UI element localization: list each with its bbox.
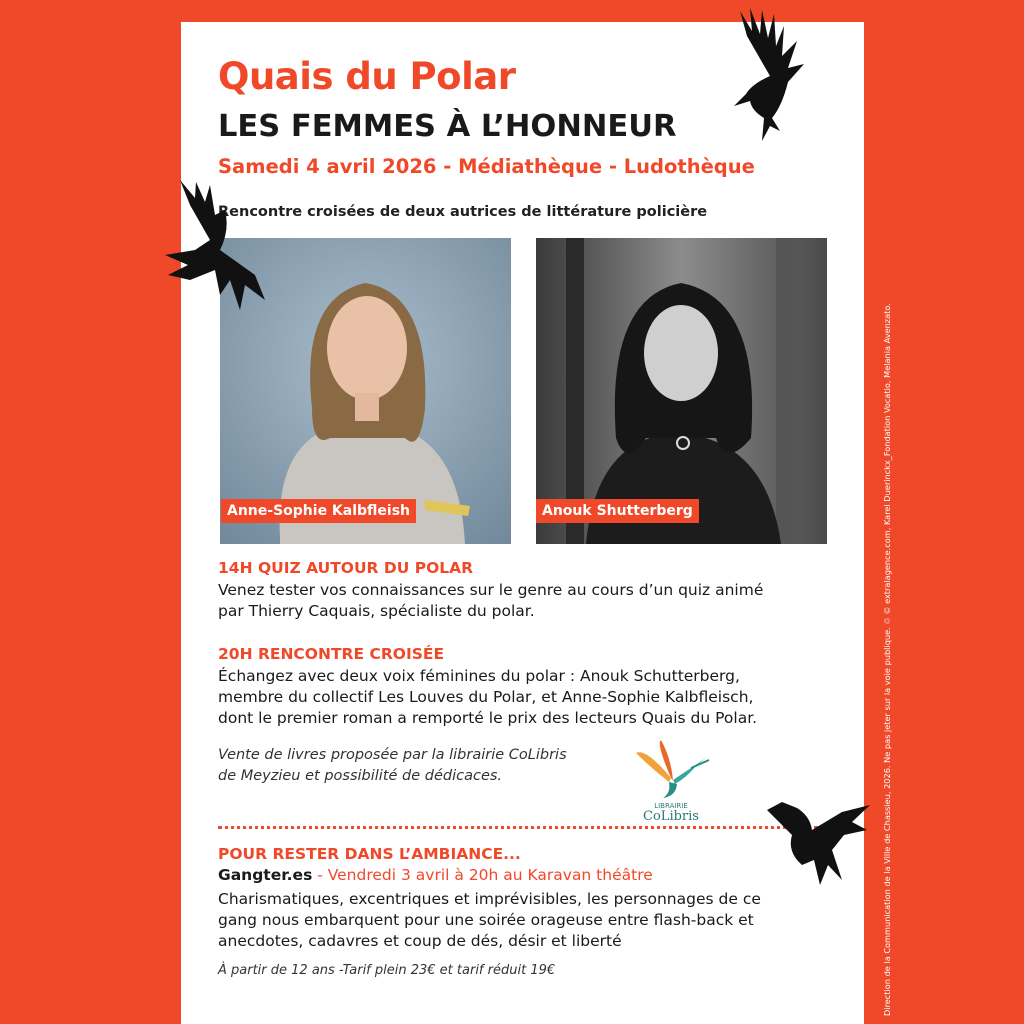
text-line: par Thierry Caquais, spécialiste du polar. <box>218 602 535 620</box>
logo-name-text: CoLibris <box>643 809 699 822</box>
price-info: À partir de 12 ans -Tarif plein 23€ et tarif réduit 19€ <box>218 963 556 978</box>
text-line: membre du collectif Les Louves du Polar, et Anne-Sophie Kalbfleisch, <box>218 688 754 706</box>
dotted-divider <box>218 826 818 829</box>
text-line: Charismatiques, excentriques et imprévisibles, les personnages de ce <box>218 890 761 908</box>
text-line: Échangez avec deux voix féminines du polar : Anouk Schutterberg, <box>218 667 740 685</box>
ambiance-text <box>218 889 828 952</box>
section-text-rencontre <box>218 666 828 729</box>
date-line: Samedi 4 avril 2026 - Médiathèque - Ludothèque <box>218 155 755 178</box>
ambiance-heading: POUR RESTER DANS L’AMBIANCE... <box>218 845 521 863</box>
author-caption-1: Anne-Sophie Kalbfleish <box>221 499 416 523</box>
section-heading-rencontre: 20H RENCONTRE CROISÉE <box>218 645 445 663</box>
ambiance-show <box>218 866 653 884</box>
text-line: Vente de livres proposée par la librairie CoLibris <box>218 747 567 763</box>
sales-note <box>218 745 567 787</box>
text-line: de Meyzieu et possibilité de dédicaces. <box>218 768 503 784</box>
show-info: - Vendredi 3 avril à 20h au Karavan théâtre <box>312 866 653 884</box>
crow-icon <box>722 6 812 146</box>
text-line: Venez tester vos connaissances sur le genre au cours d’un quiz animé <box>218 581 764 599</box>
crow-icon <box>762 790 872 890</box>
vertical-credits: Direction de la Communication de la Ville de Chassieu, 2026. Ne pas jeter sur la voie publique. ♲ © extralagence.com, Karel Duerinckx_Fondation Vocatio, Melania Avenzato. <box>882 303 892 1016</box>
section-heading-quiz: 14H QUIZ AUTOUR DU POLAR <box>218 559 474 577</box>
logo-top-text: LIBRAIRIE <box>654 802 688 810</box>
section-text-quiz <box>218 580 828 622</box>
colibris-logo <box>631 738 711 822</box>
show-name: Gangter.es <box>218 866 313 884</box>
text-line: gang nous embarquent pour une soirée orageuse entre flash-back et <box>218 911 754 929</box>
text-line: dont le premier roman a remporté le prix des lecteurs Quais du Polar. <box>218 709 758 727</box>
intro-text: Rencontre croisées de deux autrices de littérature policière <box>218 204 708 220</box>
crow-icon <box>160 180 270 330</box>
author-caption-2: Anouk Shutterberg <box>536 499 699 523</box>
text-line: anecdotes, cadavres et coup de dés, désir et liberté <box>218 932 622 950</box>
page-title: Quais du Polar <box>218 55 516 98</box>
page-subtitle: LES FEMMES À L’HONNEUR <box>218 109 677 144</box>
